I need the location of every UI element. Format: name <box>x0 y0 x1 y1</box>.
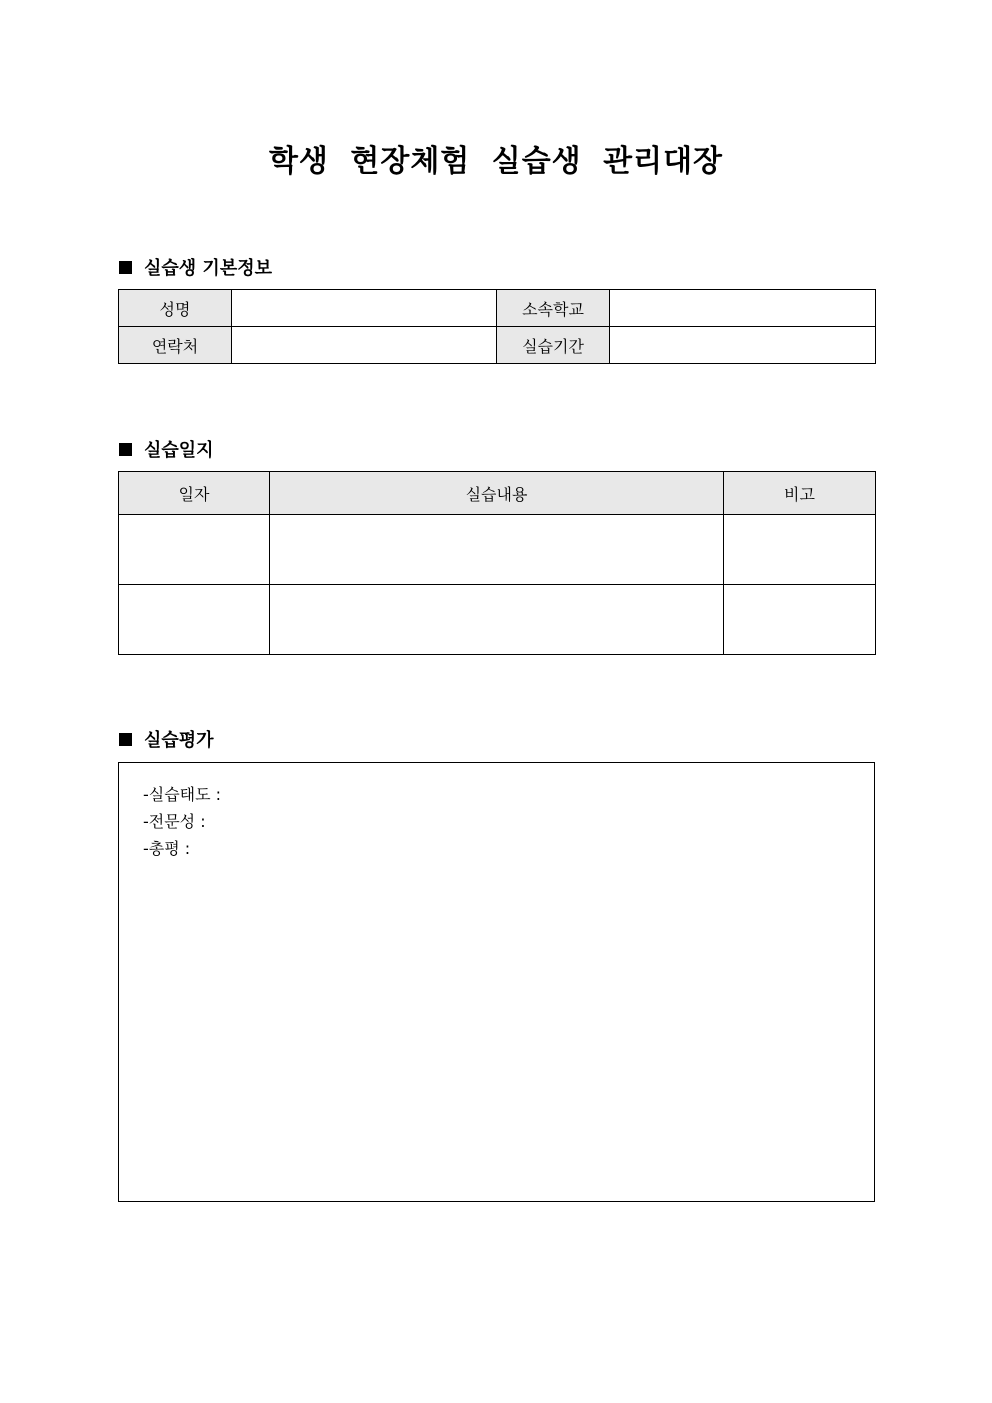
table-row <box>119 585 876 655</box>
column-header-content: 실습내용 <box>270 472 724 515</box>
section-heading-label: 실습평가 <box>144 730 214 751</box>
note-cell[interactable] <box>724 515 876 585</box>
overall-line: -총평 : <box>143 839 191 858</box>
expertise-line: -전문성 : <box>143 812 206 831</box>
note-cell[interactable] <box>724 585 876 655</box>
table-row <box>119 327 876 364</box>
section-heading-basic-info <box>119 254 272 280</box>
table-row <box>119 515 876 585</box>
period-label: 실습기간 <box>497 327 610 364</box>
school-field[interactable] <box>610 290 876 327</box>
date-cell[interactable] <box>119 585 270 655</box>
square-bullet-icon <box>119 443 132 456</box>
school-label: 소속학교 <box>497 290 610 327</box>
page-title: 학생 현장체험 실습생 관리대장 <box>268 144 724 179</box>
table-row <box>119 290 876 327</box>
table-header-row <box>119 472 876 515</box>
section-heading-label: 실습일지 <box>144 440 214 461</box>
name-field[interactable] <box>232 290 497 327</box>
section-heading-label: 실습생 기본정보 <box>144 258 272 279</box>
contact-field[interactable] <box>232 327 497 364</box>
evaluation-box[interactable] <box>118 762 875 1202</box>
name-label: 성명 <box>119 290 232 327</box>
column-header-note: 비고 <box>724 472 876 515</box>
column-header-date: 일자 <box>119 472 270 515</box>
date-cell[interactable] <box>119 515 270 585</box>
square-bullet-icon <box>119 261 132 274</box>
attitude-line: -실습태도 : <box>143 785 222 804</box>
square-bullet-icon <box>119 733 132 746</box>
content-cell[interactable] <box>270 515 724 585</box>
journal-table <box>118 471 876 655</box>
period-field[interactable] <box>610 327 876 364</box>
contact-label: 연락처 <box>119 327 232 364</box>
content-cell[interactable] <box>270 585 724 655</box>
section-heading-journal <box>119 436 214 462</box>
basic-info-table <box>118 289 876 364</box>
section-heading-evaluation <box>119 726 214 752</box>
